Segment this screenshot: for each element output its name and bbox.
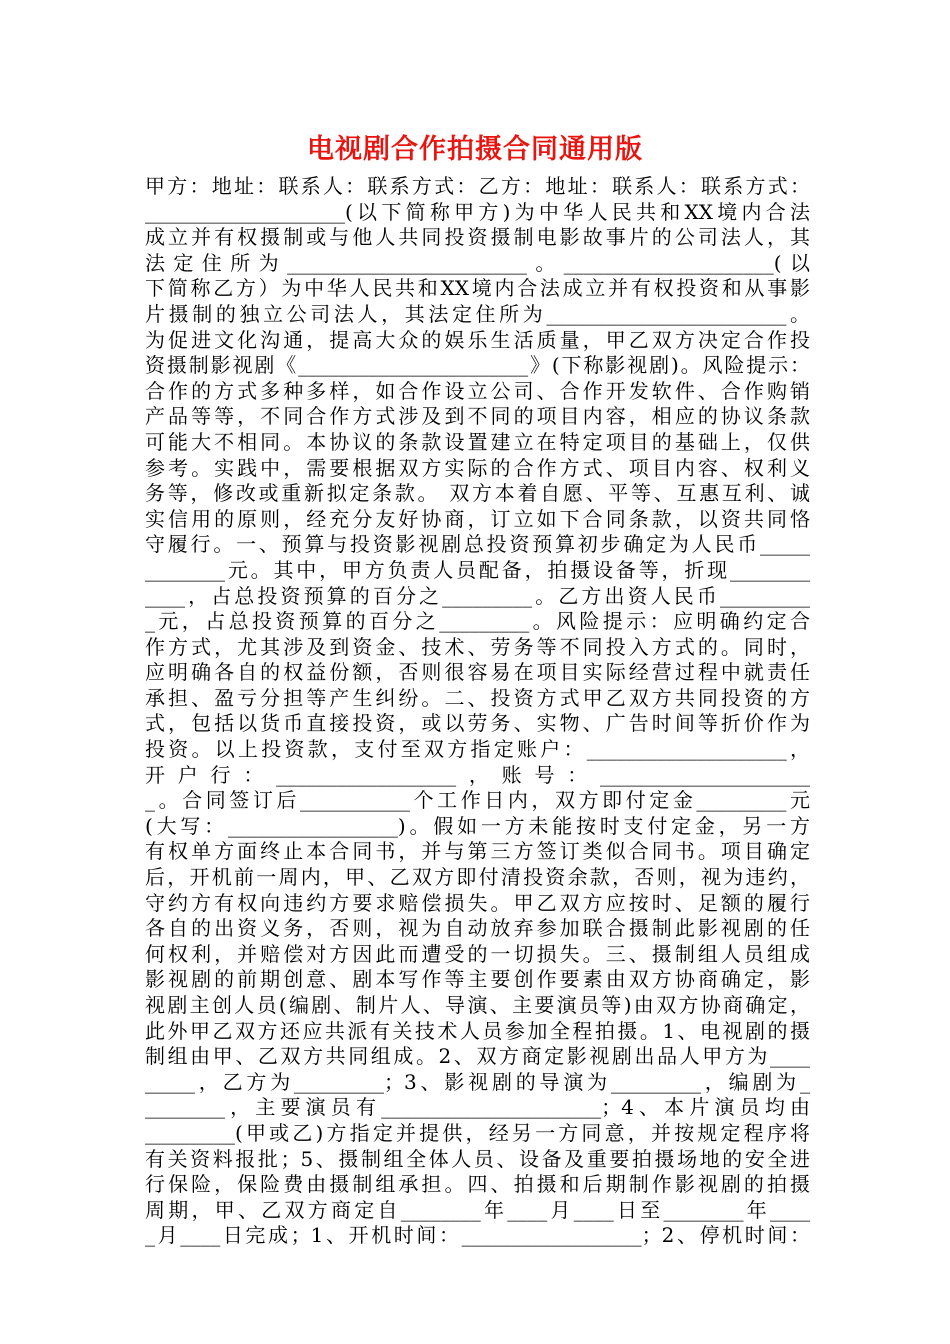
body-line: 成立并有权摄制或与他人共同投资摄制电影故事片的公司法人，其	[145, 225, 810, 250]
body-line: 行保险，保险费由摄制组承担。四、拍摄和后期制作影视剧的拍摄	[145, 1172, 810, 1197]
body-line: 有关资料报批；5、摄制组全体人员、设备及重要拍摄场地的安全进	[145, 1146, 810, 1171]
body-line: _元，占总投资预算的百分之_________。风险提示：应明确约定合	[145, 609, 810, 634]
document-body	[145, 174, 810, 1249]
body-line: 务等，修改或重新拟定条款。 双方本着自愿、平等、互惠互利、诚	[145, 481, 810, 506]
body-line: 合作的方式多种多样，如合作设立公司、合作开发软件、合作购销	[145, 378, 810, 403]
body-line: 守履行。一、预算与投资影视剧总投资预算初步确定为人民币_____	[145, 532, 810, 557]
body-line: 守约方有权向违约方要求赔偿损失。甲乙双方应按时、足额的履行	[145, 890, 810, 915]
body-line: 承担、盈亏分担等产生纠纷。二、投资方式甲乙双方共同投资的方	[145, 685, 810, 710]
body-line: (大写：_________________)。假如一方未能按时支付定金，另一方	[145, 813, 810, 838]
body-line: 有权单方面终止本合同书，并与第三方签订类似合同书。项目确定	[145, 839, 810, 864]
body-line: 作方式，尤其涉及到资金、技术、劳务等不同投入方式的。同时，	[145, 634, 810, 659]
body-line: ________，主要演员有______________________；4、本片演员均由	[145, 1095, 810, 1120]
body-line: 周期，甲、乙双方商定自________年____月____日至________年____	[145, 1197, 810, 1222]
body-line: ____________________(以下简称甲方)为中华人民共和XX境内合法	[145, 199, 810, 224]
body-line: 何权利，并赔偿对方因此而遭受的一切损失。三、摄制组人员组成	[145, 941, 810, 966]
body-line: 法定住所为________________________。_____________________(以	[145, 250, 810, 275]
body-line: 产品等等，不同合作方式涉及到不同的项目内容，相应的协议条款	[145, 404, 810, 429]
body-line: 甲方：地址：联系人：联系方式：乙方：地址：联系人：联系方式：	[145, 174, 810, 198]
body-line: 式，包括以货币直接投资，或以劳务、实物、广告时间等折价作为	[145, 711, 810, 736]
body-line: _________(甲或乙)方指定并提供，经另一方同意，并按规定程序将	[145, 1120, 810, 1145]
body-line: 资摄制影视剧《_______________________》(下称影视剧)。风险提示：	[145, 353, 810, 378]
body-line: 视剧主创人员(编剧、制片人、导演、主要演员等)由双方协商确定，	[145, 993, 810, 1017]
body-line: 参考。实践中，需要根据双方实际的合作方式、项目内容、权利义	[145, 455, 810, 480]
body-line: 开户行：__________________，账号：_____________________	[145, 762, 810, 787]
body-line: _月____日完成；1、开机时间：__________________；2、停机时间：	[145, 1223, 810, 1248]
document-title: 电视剧合作拍摄合同通用版	[307, 134, 643, 165]
body-line: 下简称乙方）为中华人民共和XX境内合法成立并有权投资和从事影	[145, 276, 810, 301]
body-line: 实信用的原则，经充分友好协商，订立如下合同条款，以资共同恪	[145, 506, 810, 531]
body-line: 为促进文化沟通，提高大众的娱乐生活质量，甲乙双方决定合作投	[145, 327, 810, 352]
body-line: ____，占总投资预算的百分之_________。乙方出资人民币_________	[145, 583, 810, 608]
body-line: 应明确各自的权益份额，否则很容易在项目实际经营过程中就责任	[145, 660, 810, 685]
body-line: 各自的出资义务，否则，视为自动放弃参加联合摄制此影视剧的任	[145, 916, 810, 941]
body-line: 后，开机前一周内，甲、乙双方即付清投资余款，否则，视为违约，	[145, 865, 810, 890]
body-line: 片摄制的独立公司法人，其法定住所为________________________。	[145, 301, 810, 326]
body-line: 可能大不相同。本协议的条款设置建立在特定项目的基础上，仅供	[145, 429, 810, 454]
body-line: _。合同签订后___________个工作日内，双方即付定金_________元	[145, 788, 810, 813]
body-line: 此外甲乙双方还应共派有关技术人员参加全程拍摄。1、电视剧的摄	[145, 1018, 810, 1043]
body-line: 影视剧的前期创意、剧本写作等主要创作要素由双方协商确定，影	[145, 967, 810, 992]
body-line: 投资。以上投资款，支付至双方指定账户：____________________，	[145, 737, 810, 762]
body-line: _____，乙方为_________；3、影视剧的导演为_________，编剧为_	[145, 1069, 810, 1094]
body-line: ________元。其中，甲方负责人员配备，拍摄设备等，折现________	[145, 557, 810, 582]
body-line: 制组由甲、乙双方共同组成。2、双方商定影视剧出品人甲方为____	[145, 1044, 810, 1069]
